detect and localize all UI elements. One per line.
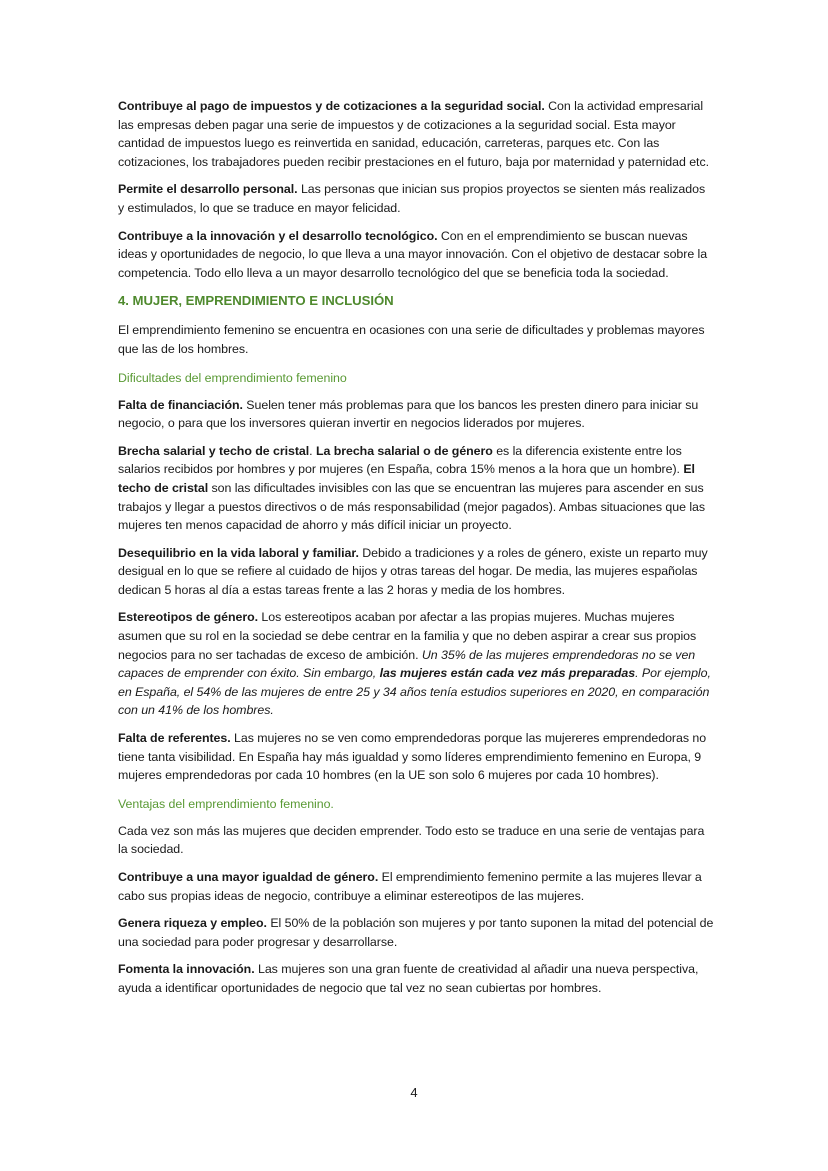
paragraph-text: Los estereotipos acaban por afectar a las propias mujeres. Muchas mujeres asumen que su rol en la sociedad se debe centrar en la familia y que no deben aspirar a crear sus propios negocios para no ser tachadas de exceso de ambición.	[118, 610, 697, 662]
paragraph-text: Las mujeres no se ven como emprendedoras porque las mujereres emprendedoras no tiene tanta visibilidad. En España hay más igualdad y somo líderes emprendimiento femenino en Europa, 9 mujeres emprendedoras por cada 10 hombres (en la UE son solo 6 mujeres por cada 10 hombres).	[118, 731, 707, 783]
paragraph-text: Con en el emprendimiento se buscan nuevas ideas y oportunidades de negocio, lo que lleva a una mayor innovación. Con el objetivo de destacar sobre la competencia. Todo ello lleva a un mayor desarrollo tecnológico del que se beneficia toda la sociedad.	[118, 228, 708, 280]
paragraph-text: es la diferencia existente entre los salarios recibidos por hombres y por mujeres (en España, cobra 15% menos a la hora que un hombre).	[118, 443, 684, 477]
page-number: 4	[410, 1085, 418, 1100]
italic-text: Un 35% de las mujeres emprendedoras no se ven capaces de emprender con éxito. Sin embargo,	[118, 647, 696, 681]
document-page	[118, 97, 714, 1007]
punctuation: .	[309, 443, 316, 458]
advantages-intro: Cada vez son más las mujeres que deciden emprender. Todo esto se traduce en una serie de ventajas para la sociedad.	[118, 823, 705, 857]
paragraph-title: Permite el desarrollo personal.	[118, 182, 298, 197]
term-glass-ceiling: El techo de cristal	[118, 462, 695, 495]
paragraph-text: El emprendimiento femenino permite a las mujeres llevar a cabo sus propias ideas de negocio, contribuye a eliminar estereotipos de las mujeres.	[118, 870, 702, 903]
paragraph-title: Fomenta la innovación.	[118, 962, 255, 977]
section-heading: 4. MUJER, EMPRENDIMIENTO E INCLUSIÓN	[118, 293, 394, 309]
paragraph-equality	[118, 868, 714, 905]
paragraph-text: Las personas que inician sus propios proyectos se sienten más realizados y estimulados, lo que se traduce en mayor felicidad.	[118, 182, 706, 215]
paragraph-title: Contribuye a la innovación y el desarrollo tecnológico.	[118, 228, 438, 243]
paragraph-personal-development	[118, 180, 714, 217]
paragraph-text: son las dificultades invisibles con las que se encuentran las mujeres para ascender en sus trabajos y llegar a puestos directivos o de más responsabilidad (mejor pagados). Ambas situaciones que las mujeres ten menos capacidad de ahorro y más difícil iniciar un proyecto.	[118, 480, 706, 533]
subheading-difficulties: Dificultades del emprendimiento femenino	[118, 370, 347, 385]
paragraph-work-life	[118, 544, 714, 600]
paragraph-title: Estereotipos de género.	[118, 610, 258, 625]
paragraph-wage-gap	[118, 442, 714, 535]
paragraph-title: Contribuye a una mayor igualdad de género.	[118, 870, 379, 884]
paragraph-stereotypes	[118, 608, 714, 720]
paragraph-fosters-innovation	[118, 960, 714, 997]
paragraph-title: Genera riqueza y empleo.	[118, 916, 267, 931]
italic-text: . Por ejemplo, en España, el 54% de las mujeres de entre 25 y 34 años tenía estudios superiores en 2020, en comparación con un 41% de los hombres.	[118, 666, 711, 718]
paragraph-title: Falta de referentes.	[118, 731, 231, 746]
paragraph-wealth	[118, 914, 714, 951]
paragraph-financing	[118, 396, 714, 433]
paragraph-title: Desequilibrio en la vida laboral y familiar.	[118, 545, 359, 560]
paragraph-title: Contribuye al pago de impuestos y de cotizaciones a la seguridad social.	[118, 99, 545, 113]
italic-bold-text: las mujeres están cada vez más preparadas	[379, 666, 636, 681]
paragraph-text: Las mujeres son una gran fuente de creatividad al añadir una nueva perspectiva, ayuda a identificar oportunidades de negocio que tal vez no sean cubiertas por hombres.	[118, 962, 699, 995]
paragraph-taxes	[118, 97, 714, 171]
paragraph-text: El 50% de la población son mujeres y por tanto suponen la mitad del potencial de una sociedad para poder progresar y desarrollarse.	[118, 916, 714, 949]
subheading-advantages: Ventajas del emprendimiento femenino.	[118, 796, 334, 811]
paragraph-role-models	[118, 729, 714, 785]
paragraph-innovation	[118, 227, 714, 283]
section-intro: El emprendimiento femenino se encuentra en ocasiones con una serie de dificultades y problemas mayores que las de los hombres.	[118, 323, 705, 356]
paragraph-text: Con la actividad empresarial las empresas deben pagar una serie de impuestos y de cotizaciones a la seguridad social. Esta mayor cantidad de impuestos luego es reinvertida en sanidad, educación, carreteras, parques etc. Con las cotizaciones, los trabajadores pueden recibir prestaciones en el futuro, baja por maternidad y paternidad etc.	[118, 99, 709, 169]
term-wage-gap: La brecha salarial o de género	[315, 443, 493, 458]
paragraph-text: Debido a tradiciones y a roles de género, existe un reparto muy desigual en lo que se refiere al cuidado de hijos y otras tareas del hogar. De media, las mujeres españolas dedican 5 horas al día a estas tareas frente a las 2 horas y media de los hombres.	[118, 545, 708, 597]
paragraph-title: Brecha salarial y techo de cristal	[118, 443, 310, 458]
paragraph-title: Falta de financiación.	[118, 397, 243, 412]
paragraph-text: Suelen tener más problemas para que los bancos les presten dinero para iniciar su negocio, o para que los inversores quieran invertir en negocios liderados por mujeres.	[118, 397, 699, 431]
